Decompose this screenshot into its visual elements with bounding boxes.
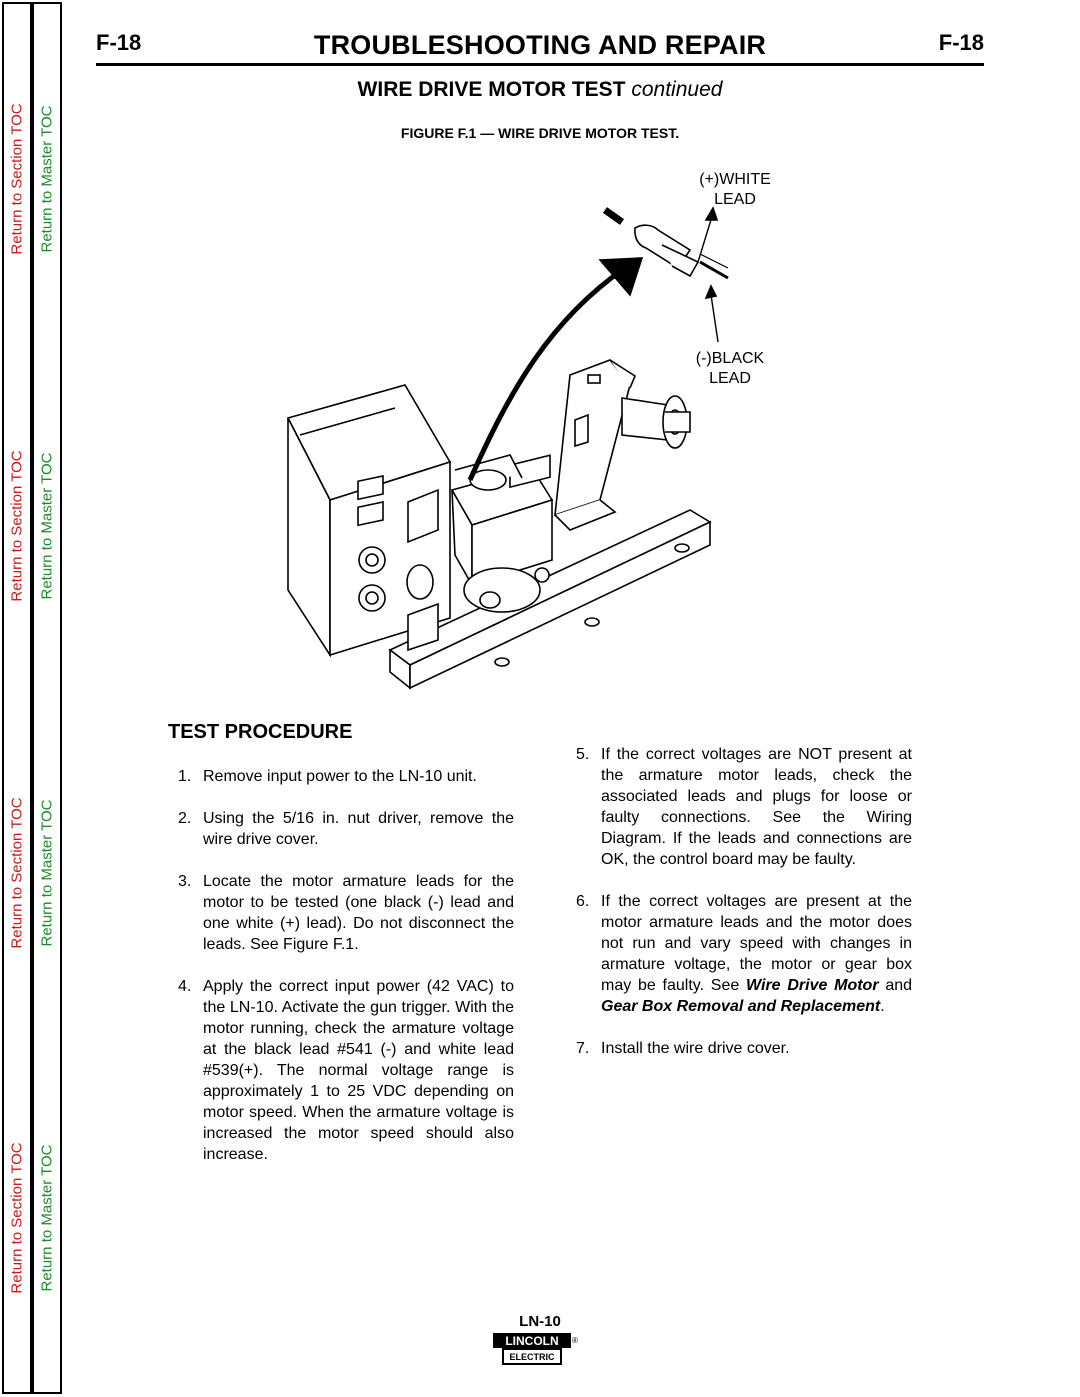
step-text-part: .	[880, 998, 885, 1015]
step-text: Using the 5/16 in. nut driver, remove the wire drive cover.	[203, 810, 514, 848]
step-number: 4.	[178, 978, 192, 995]
return-to-section-toc-link[interactable]: Return to Section TOC	[8, 797, 26, 949]
white-lead-label-line2: LEAD	[714, 191, 756, 208]
step-text: Install the wire drive cover.	[601, 1040, 790, 1057]
step-number: 7.	[576, 1040, 590, 1057]
return-to-master-toc-link[interactable]: Return to Master TOC	[38, 105, 56, 253]
test-procedure-heading: TEST PROCEDURE	[168, 721, 353, 743]
procedure-step	[178, 808, 514, 850]
logo-top-text: LINCOLN	[505, 1334, 559, 1348]
gear-box-removal-reference: Gear Box Removal and Replacement	[601, 998, 881, 1015]
procedure-column-right	[576, 744, 912, 1080]
black-lead-label	[690, 349, 770, 389]
procedure-step	[178, 871, 514, 955]
white-lead-label	[690, 170, 780, 210]
model-number: LN-10	[519, 1313, 561, 1330]
return-to-master-toc-link[interactable]: Return to Master TOC	[38, 799, 56, 947]
section-toc-strip	[2, 2, 32, 1394]
page-title: TROUBLESHOOTING AND REPAIR	[313, 30, 767, 60]
step-text: If the correct voltages are NOT present at the armature motor leads, check the associated leads and plugs for loose or faulty connections. See the Wiring Diagram. If the leads and connections are OK, the control board may be faulty.	[601, 746, 912, 868]
section-title: WIRE DRIVE MOTOR TEST	[357, 78, 626, 101]
step-number: 5.	[576, 746, 590, 763]
step-text-part: and	[878, 977, 913, 994]
lincoln-electric-logo	[491, 1332, 581, 1366]
white-lead-label-line1: (+)WHITE	[699, 171, 771, 188]
black-lead-label-line1: (-)BLACK	[695, 350, 765, 367]
step-text: Apply the correct input power (42 VAC) to the LN-10. Activate the gun trigger. With the motor running, check the armature voltage at the black lead #541 (-) and white lead #539(+). The normal voltage range is approximately 1 to 25 VDC depending on motor speed. When the armature voltage is increased the motor speed should also increase.	[203, 978, 514, 1163]
logo-bottom-text: ELECTRIC	[509, 1352, 555, 1362]
spool-hub	[622, 396, 690, 448]
procedure-column-left	[178, 766, 514, 1186]
step-text	[601, 891, 912, 1017]
black-lead-label-line2: LEAD	[709, 370, 751, 387]
step-number: 6.	[576, 893, 590, 910]
section-heading	[0, 78, 1080, 102]
wire-drive-motor-illustration	[270, 150, 790, 695]
section-title-suffix: continued	[631, 78, 723, 101]
return-to-section-toc-link[interactable]: Return to Section TOC	[8, 1142, 26, 1294]
page-number-left: F-18	[96, 30, 142, 55]
step-text-part: If the correct voltages are present at the motor armature leads and the motor does not run and vary speed with changes in armature voltage, the motor or gear box may be faulty. See	[601, 893, 912, 994]
gear-housing	[555, 360, 635, 530]
return-to-master-toc-link[interactable]: Return to Master TOC	[38, 1144, 56, 1292]
return-to-section-toc-link[interactable]: Return to Section TOC	[8, 450, 26, 602]
procedure-step	[576, 891, 912, 1017]
header-rule	[96, 63, 984, 66]
step-text: Remove input power to the LN-10 unit.	[203, 768, 477, 785]
procedure-step	[576, 1038, 912, 1059]
drive-motor	[452, 455, 552, 612]
return-to-section-toc-link[interactable]: Return to Section TOC	[8, 103, 26, 255]
step-number: 2.	[178, 810, 192, 827]
step-text: Locate the motor armature leads for the motor to be tested (one black (-) lead and one white (+) lead). Do not disconnect the leads. See Figure F.1.	[203, 873, 514, 953]
procedure-step	[576, 744, 912, 870]
control-box	[288, 385, 450, 655]
figure-caption: FIGURE F.1 — WIRE DRIVE MOTOR TEST.	[400, 125, 680, 141]
step-number: 1.	[178, 768, 192, 785]
procedure-step	[178, 766, 514, 787]
page-number-right: F-18	[938, 30, 984, 55]
procedure-step	[178, 976, 514, 1165]
wire-drive-motor-reference: Wire Drive Motor	[746, 977, 879, 994]
master-toc-strip	[32, 2, 62, 1394]
black-lead-arrowhead	[706, 286, 716, 298]
return-to-master-toc-link[interactable]: Return to Master TOC	[38, 452, 56, 600]
step-number: 3.	[178, 873, 192, 890]
logo-registered-mark: ®	[572, 1336, 578, 1345]
